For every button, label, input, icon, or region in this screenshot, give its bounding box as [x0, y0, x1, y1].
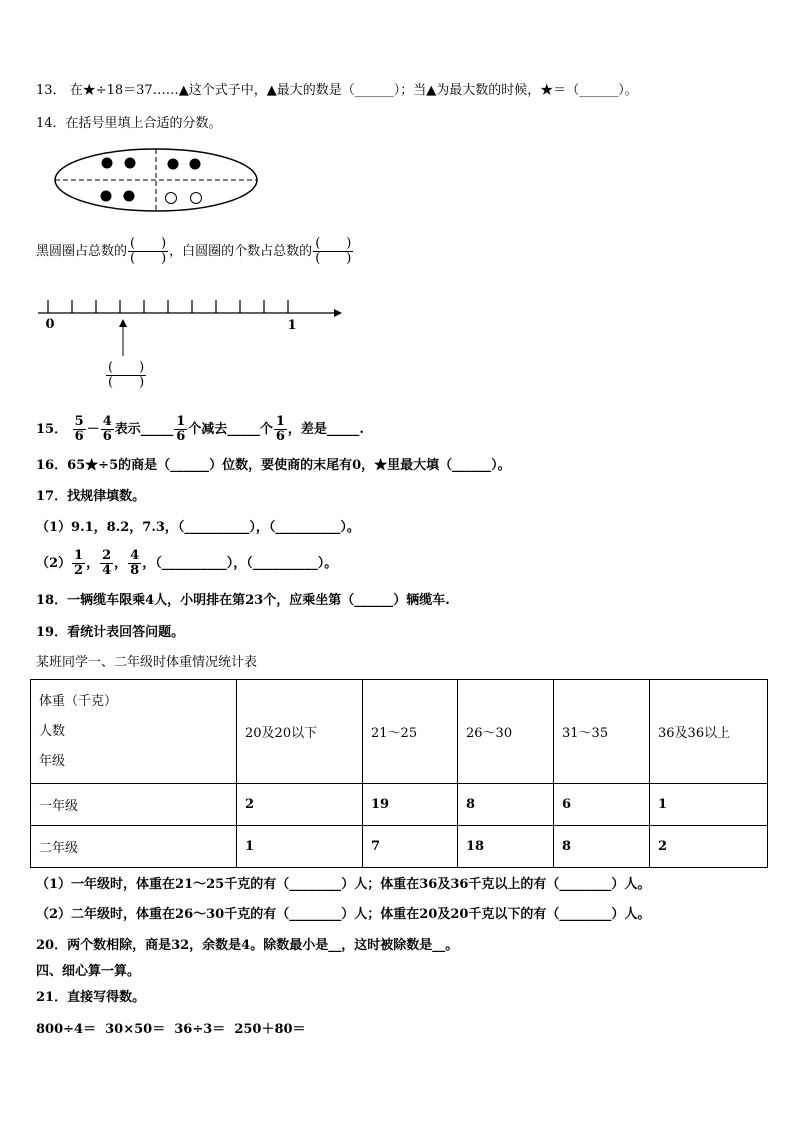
- q17-line: 17．找规律填数。: [36, 489, 146, 504]
- section-four-heading: 四、细心算一算。: [36, 964, 141, 979]
- up-arrow-icon: [119, 319, 127, 327]
- table-title: 某班同学一、二年级时体重情况统计表: [36, 655, 258, 670]
- q19-number: 19．: [36, 625, 68, 640]
- triangle-icon: ▲: [426, 83, 437, 98]
- black-circle: [124, 191, 135, 202]
- table-row: [31, 826, 768, 868]
- table-header-row: [31, 680, 768, 784]
- table-header-cell: 26～30: [458, 680, 554, 784]
- white-circle: [191, 193, 202, 204]
- q15-line: 15． $\frac{5}{6}$ － $\frac{4}{6}$ 表示_____ $\frac{1}{6}$ 个减去_____个 $\frac{1}{6}$ ，差是_____.: [36, 414, 364, 444]
- weight-statistics-table: [30, 679, 768, 868]
- q21-expressions: 800÷4＝ 30×50＝ 36÷3＝ 250＋80＝: [36, 1022, 306, 1037]
- table-cell: 6: [554, 784, 650, 826]
- number-line-fraction-blank[interactable]: $\frac{( )}{( )}$: [108, 360, 145, 390]
- answer-blank[interactable]: ______: [579, 83, 619, 98]
- q18-line: 18．一辆缆车限乘4人，小明排在第23个，应乘坐第（______）辆缆车.: [36, 593, 450, 608]
- table-cell: 7: [363, 826, 458, 868]
- q20-line: 20．两个数相除，商是32，余数是4。除数最小是__，这时被除数是__。: [36, 938, 459, 953]
- answer-blank[interactable]: _____: [140, 422, 174, 437]
- table-cell: 19: [363, 784, 458, 826]
- number-line: [36, 292, 346, 362]
- table-header-cell: 20及20以下: [237, 680, 363, 784]
- grade-cell: 一年级: [31, 784, 237, 826]
- q13-number: 13．: [36, 83, 66, 98]
- tick-marks: [48, 300, 288, 313]
- answer-blank[interactable]: ______: [354, 83, 394, 98]
- q16-number: 16．: [36, 458, 68, 473]
- q20-number: 20．: [36, 938, 68, 953]
- grade-cell: 二年级: [31, 826, 237, 868]
- q13-line: 13． 在★÷18＝37……▲这个式子中，▲最大的数是（______）；当▲为最大数的时候，★＝（______）。: [36, 83, 638, 98]
- table-header-cell: 31～35: [554, 680, 650, 784]
- triangle-icon: ▲: [266, 83, 277, 98]
- table-header-corner: 体重（千克） 人数 年级: [31, 680, 237, 784]
- axis-arrow-icon: [334, 309, 342, 317]
- table-cell: 2: [237, 784, 363, 826]
- q19-sub2: （2）二年级时，体重在26～30千克的有（________）人；体重在20及20千克以下的有（________）人。: [36, 907, 651, 922]
- q19-sub1: （1）一年级时，体重在21～25千克的有（________）人；体重在36及36千克以上的有（________）人。: [36, 877, 651, 892]
- q15-number: 15．: [36, 422, 68, 437]
- answer-blank[interactable]: _____: [326, 422, 360, 437]
- q14-number: 14．: [36, 116, 66, 131]
- table-cell: 8: [458, 784, 554, 826]
- white-circle: [166, 193, 177, 204]
- table-header-cell: 36及36以上: [650, 680, 768, 784]
- table-cell: 1: [650, 784, 768, 826]
- fraction-answer-blank[interactable]: $\frac{( )}{( )}$: [315, 236, 352, 266]
- fraction-answer-blank[interactable]: $\frac{( )}{( )}$: [130, 236, 167, 266]
- q14-line: 14．在括号里填上合适的分数。: [36, 116, 222, 131]
- q19-line: 19．看统计表回答问题。: [36, 625, 185, 640]
- table-cell: 8: [554, 826, 650, 868]
- black-circle: [168, 159, 179, 170]
- q16-line: 16．65★÷5的商是（______）位数，要使商的末尾有0，★里最大填（______）。: [36, 458, 511, 473]
- star-icon: ★: [82, 83, 96, 98]
- black-circle: [101, 191, 112, 202]
- q17-part2: （2） $\frac{1}{2}$ ， $\frac{2}{4}$ ， $\frac{4}{8}$ ，（__________），（__________）。: [36, 548, 338, 578]
- q17-part1: （1）9.1，8.2，7.3，（__________），（__________）。: [36, 520, 360, 535]
- table-cell: 2: [650, 826, 768, 868]
- axis-label-one: 1: [287, 318, 297, 333]
- triangle-icon: ▲: [178, 83, 189, 98]
- black-circle: [190, 159, 201, 170]
- q17-number: 17．: [36, 489, 68, 504]
- table-row: [31, 784, 768, 826]
- table-header-cell: 21～25: [363, 680, 458, 784]
- q14-fraction-sentence: 黑圆圈占总数的 $\frac{( )}{( )}$ ，白圆圈的个数占总数的 $\frac{( )}{( )}$: [36, 236, 352, 266]
- q21-line: 21．直接写得数。: [36, 990, 146, 1005]
- answer-blank[interactable]: _____: [227, 422, 260, 437]
- table-cell: 18: [458, 826, 554, 868]
- q18-number: 18．: [36, 593, 68, 608]
- q21-number: 21．: [36, 990, 68, 1005]
- axis-label-zero: 0: [45, 317, 55, 332]
- black-circle: [125, 158, 136, 169]
- ellipse-circles-figure: [52, 146, 260, 214]
- star-icon: ★: [540, 83, 554, 98]
- black-circle: [102, 158, 113, 169]
- table-cell: 1: [237, 826, 363, 868]
